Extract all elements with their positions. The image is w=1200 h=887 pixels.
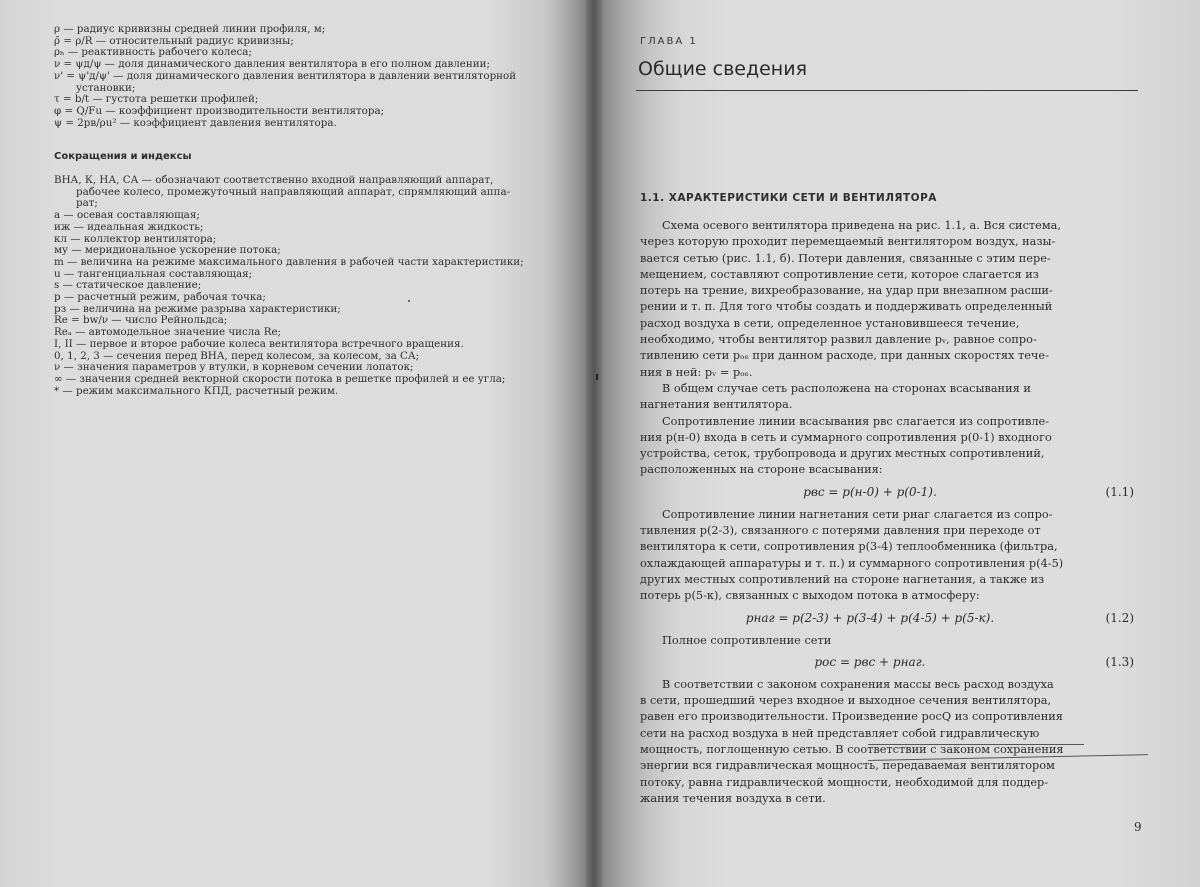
abbrev-line: му — меридиональное ускорение потока;: [54, 244, 281, 257]
text-line: тивления p(2-3), связанного с потерями давления при переходе от: [640, 524, 1041, 538]
notation-line: ρ̄ = ρ/R — относительный радиус кривизны;: [54, 34, 294, 47]
text-line: устройства, сеток, трубопровода и других местных сопротивлений,: [640, 447, 1045, 461]
equation-formula: pвс = p(н-0) + p(0-1).: [803, 484, 937, 499]
abbrev-line: m — величина на режиме максимального давления в рабочей части характеристики;: [54, 255, 524, 268]
pencil-underline: [868, 744, 1084, 745]
abbrev-line: a — осевая составляющая;: [54, 209, 200, 222]
notation-line: ν = ψд/ψ — доля динамического давления вентилятора в его полном давлении;: [54, 58, 490, 71]
text-line: сети на расход воздуха в ней представляет собой гидравлическую: [640, 726, 1040, 740]
notation-line: ρₕ — реактивность рабочего колеса;: [54, 46, 252, 59]
chapter-title-rule: [636, 90, 1138, 91]
chapter-label: ГЛАВА 1: [640, 36, 698, 47]
body-text: [640, 218, 1140, 807]
abbrev-line: 0, 1, 2, 3 — сечения перед ВНА, перед колесом, за колесом, за СА;: [54, 349, 420, 362]
left-page: [0, 0, 594, 887]
text-line: через которую проходит перемещаемый вентилятором воздух, назы-: [640, 235, 1056, 249]
abbrev-line: рз — величина на режиме разрыва характеристики;: [54, 302, 341, 315]
text-line: нагнетания вентилятора.: [640, 398, 793, 412]
text-line: мощность, поглощенную сетью. В соответствии с законом сохранения: [640, 743, 1064, 757]
text-line: равен его производительности. Произведение pосQ из сопротивления: [640, 710, 1063, 724]
text-line: жания течения воздуха в сети.: [640, 791, 826, 805]
equation-number: (1.1): [1105, 484, 1134, 499]
notation-line: ψ = 2pв/ρu² — коэффициент давления вентилятора.: [54, 116, 337, 129]
text-line: потерь на трение, вихреобразование, на удар при внезапном расши-: [640, 284, 1053, 298]
chapter-title: Общие сведения: [638, 58, 808, 80]
text-line: расположенных на стороне всасывания:: [640, 463, 883, 477]
equation-number: (1.2): [1105, 610, 1134, 625]
text-line: вается сетью (рис. 1.1, б). Потери давления, связанные с этим пере-: [640, 251, 1051, 265]
abbrev-line: кл — коллектор вентилятора;: [54, 232, 217, 245]
abbrev-line: ∞ — значения средней векторной скорости потока в решетке профилей и ее угла;: [54, 372, 506, 385]
margin-mark: [596, 374, 598, 380]
text-line: ния в ней: pᵥ = pₒₑ.: [640, 365, 753, 379]
text-line: других местных сопротивлений на стороне нагнетания, а также из: [640, 572, 1045, 586]
abbrev-line: Re = bw/ν — число Рейнольдса;: [54, 314, 228, 327]
abbrev-line: u — тангенциальная составляющая;: [54, 267, 253, 280]
text-line: энергии вся гидравлическая мощность, передаваемая вентилятором: [640, 759, 1055, 773]
equation-1-1: [640, 479, 1140, 507]
abbrev-line: ν — значения параметров у втулки, в корневом сечении лопаток;: [54, 361, 414, 374]
equation-number: (1.3): [1105, 654, 1134, 669]
text-line: потерь p(5-к), связанных с выходом потока в атмосферу:: [640, 589, 980, 603]
print-speck: [408, 300, 410, 302]
abbrev-line: Reₐ — автомодельное значение числа Re;: [54, 326, 282, 339]
equation-formula: pос = pвс + pнаг.: [814, 654, 926, 669]
equation-1-3: [640, 649, 1140, 677]
notation-line: φ = Q/Fu — коэффициент производительности вентилятора;: [54, 104, 385, 117]
abbrev-line: иж — идеальная жидкость;: [54, 220, 204, 233]
text-line: ния p(н-0) входа в сеть и суммарного сопротивления p(0-1) входного: [640, 430, 1052, 444]
book-spine: [586, 0, 602, 887]
section-heading: 1.1. ХАРАКТЕРИСТИКИ СЕТИ И ВЕНТИЛЯТОРА: [640, 192, 937, 204]
notation-line: τ = b/t — густота решетки профилей;: [54, 93, 259, 106]
text-line: мещением, составляют сопротивление сети, которое слагается из: [640, 267, 1039, 281]
equation-1-2: [640, 605, 1140, 633]
text-line: охлаждающей аппаратуры и т. п.) и суммарного сопротивления p(4-5): [640, 556, 1064, 570]
text-line: расход воздуха в сети, определенное установившееся течение,: [640, 316, 1020, 330]
text-line: в сети, прошедший через входное и выходное сечения вентилятора,: [640, 694, 1052, 708]
notation-list: [54, 24, 564, 397]
page-number: 9: [1134, 820, 1142, 834]
abbrev-line: p — расчетный режим, рабочая точка;: [54, 291, 266, 304]
abbreviations-heading: Сокращения и индексы: [54, 151, 192, 163]
text-line: Сопротивление линии всасывания pвс слагается из сопротивле-: [662, 414, 1050, 428]
notation-line: ρ — радиус кривизны средней линии профиля, м;: [54, 23, 326, 35]
text-line: В соответствии с законом сохранения массы весь расход воздуха: [662, 677, 1054, 691]
text-line: потоку, равна гидравлической мощности, необходимой для поддер-: [640, 775, 1049, 789]
abbrev-line: s — статическое давление;: [54, 279, 202, 292]
abbrev-line: ВНА, К, НА, СА — обозначают соответственно входной направляющий аппарат,: [54, 174, 494, 187]
text-line: необходимо, чтобы вентилятор развил давление pᵥ, равное сопро-: [640, 333, 1037, 347]
text-line: вентилятора к сети, сопротивления p(3-4) теплообменника (фильтра,: [640, 540, 1058, 554]
abbrev-line: рабочее колесо, промежуточный направляющий аппарат, спрямляющий аппа-: [76, 185, 511, 198]
notation-line: установки;: [76, 81, 136, 94]
abbrev-line: I, II — первое и второе рабочие колеса вентилятора встречного вращения.: [54, 337, 464, 350]
text-line: тивлению сети pₒₑ при данном расходе, при данных скоростях тече-: [640, 349, 1049, 363]
notation-line: ν' = ψ'д/ψ' — доля динамического давления вентилятора в давлении вентиляторной: [54, 69, 517, 82]
text-line: Полное сопротивление сети: [662, 633, 832, 647]
text-line: Схема осевого вентилятора приведена на рис. 1.1, а. Вся система,: [662, 219, 1061, 232]
equation-formula: pнаг = p(2-3) + p(3-4) + p(4-5) + p(5-к).: [745, 610, 995, 625]
text-line: рении и т. п. Для того чтобы создать и поддерживать определенный: [640, 300, 1053, 314]
abbrev-line: * — режим максимального КПД, расчетный режим.: [54, 384, 339, 397]
text-line: Сопротивление линии нагнетания сети pнаг слагается из сопро-: [662, 507, 1053, 521]
abbrev-line: рат;: [76, 197, 98, 210]
text-line: В общем случае сеть расположена на сторонах всасывания и: [662, 381, 1031, 395]
